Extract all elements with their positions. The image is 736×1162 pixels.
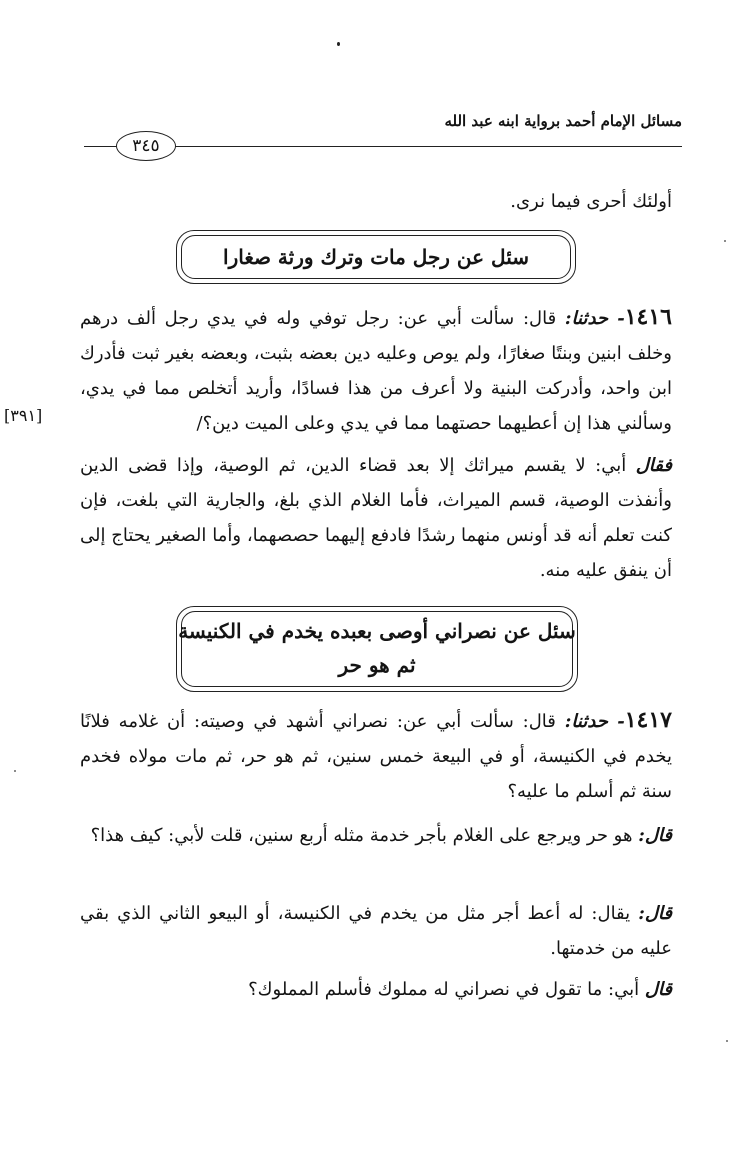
heading-2-line-1: سئل عن نصراني أوصى بعبده يخدم في الكنيسة — [178, 619, 576, 643]
entry-prefix: - حدثنا: — [564, 308, 625, 329]
running-title: مسائل الإمام أحمد برواية ابنه عبد الله — [444, 112, 682, 130]
qal-text: أبي: ما تقول في نصراني له مملوك فأسلم المملوك؟ — [248, 979, 645, 1000]
page-number: ٣٤٥ — [116, 131, 176, 161]
answer-prefix: فقال — [635, 455, 672, 476]
entry-prefix: - حدثنا: — [564, 711, 625, 732]
entry-number: ١٤١٧ — [624, 707, 672, 733]
section-heading-1 — [176, 230, 576, 284]
qal-prefix: قال — [644, 979, 672, 1000]
section-heading-2 — [176, 606, 578, 692]
qal-text: هو حر ويرجع على الغلام بأجر خدمة مثله أربع سنين، قلت لأبي: كيف هذا؟ — [90, 825, 639, 846]
scan-speck — [724, 240, 726, 242]
heading-2-line-2: ثم هو حر — [338, 653, 416, 677]
qal-prefix: قال: — [638, 903, 672, 924]
paragraph-qal-2 — [80, 896, 672, 966]
entry-text: قال: سألت أبي عن: رجل توفي وله في يدي رجل ألف درهم وخلف ابنين وبنتًا صغارًا، ولم يوص وعليه دين بعضه بثبت، وبعضه بغير ثبت فأدرك ابن واحد، وأدركت البنية ولا أعرف من هذا فسادًا، وأريد أتخلص مما في يدي، وسألني هذا إن أعطيهما حصتهما مما في يدي وعلى الميت دين؟/ — [80, 308, 672, 434]
scan-speck — [14, 770, 16, 772]
qal-prefix: قال: — [638, 825, 672, 846]
entry-1417 — [80, 703, 672, 809]
intro-line: أولئك أحرى فيما نرى. — [510, 191, 672, 212]
paragraph-qal-3 — [80, 972, 672, 1007]
qal-text: يقال: له أعط أجر مثل من يخدم في الكنيسة، أو البيعو الثاني الذي بقي عليه من خدمتها. — [80, 903, 672, 959]
ink-dot — [337, 42, 340, 46]
entry-text: قال: سألت أبي عن: نصراني أشهد في وصيته: أن غلامه فلانًا يخدم في الكنيسة، أو في البيعة خمس سنين، ثم هو حر، ثم مات مولاه فخدم سنة ثم أسلم ما عليه؟ — [80, 711, 672, 802]
entry-1416 — [80, 300, 672, 441]
margin-reference: [٣٩١] — [4, 406, 43, 425]
paragraph-qal-1 — [80, 818, 672, 853]
heading-1-text: سئل عن رجل مات وترك ورثة صغارا — [223, 245, 529, 269]
entry-number: ١٤١٦ — [624, 304, 672, 330]
scan-speck — [726, 1040, 728, 1042]
answer-text: أبي: لا يقسم ميراثك إلا بعد قضاء الدين، ثم الوصية، وإذا قضى الدين وأنفذت الوصية، قسم الميراث، فأما الغلام الذي بلغ، والجارية التي بلغت، فإن كنت تعلم أنه قد أونس منهما رشدًا فادفع إليهما حصصهما، وأما الصغير يحتاج إلى أن ينفق عليه منه. — [80, 455, 672, 581]
answer-1416 — [80, 448, 672, 588]
